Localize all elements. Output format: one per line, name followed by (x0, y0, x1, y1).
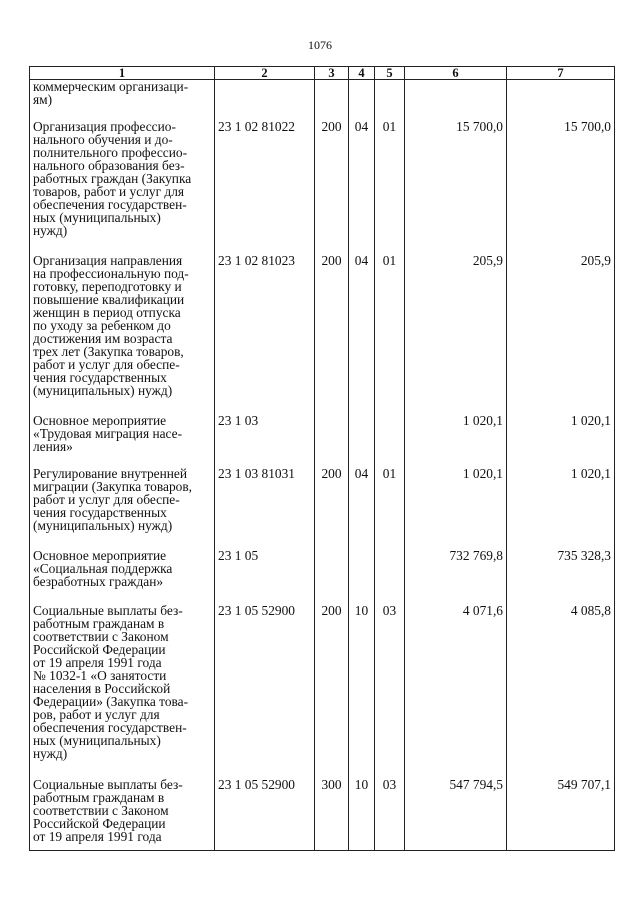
row-col4-cell (349, 549, 375, 604)
row-col7-value: 735 328,3 (507, 549, 615, 604)
budget-table (29, 66, 615, 851)
row-code-cell: 23 1 05 (215, 549, 315, 604)
row-name-cell: коммерческим организаци- ям) (30, 80, 215, 121)
row-col3-cell: 200 (315, 120, 349, 254)
row-col4-cell (349, 80, 375, 121)
page-number: 1076 (308, 38, 332, 52)
row-col6-value: 732 769,8 (405, 549, 507, 604)
row-col7-value: 15 700,0 (507, 120, 615, 254)
row-col3-cell: 200 (315, 604, 349, 778)
row-code-cell: 23 1 05 52900 (215, 778, 315, 851)
row-col5-cell (375, 549, 405, 604)
table-row (30, 467, 615, 549)
row-code-cell (215, 80, 315, 121)
row-col6-value (405, 80, 507, 121)
row-col3-cell: 300 (315, 778, 349, 851)
row-col4-cell: 10 (349, 778, 375, 851)
row-code-cell: 23 1 02 81022 (215, 120, 315, 254)
row-col6-value: 1 020,1 (405, 467, 507, 549)
header-row (30, 67, 615, 80)
col-header: 2 (215, 67, 315, 80)
row-col7-value: 205,9 (507, 254, 615, 414)
row-col5-cell: 03 (375, 778, 405, 851)
row-col7-value: 4 085,8 (507, 604, 615, 778)
row-col3-cell (315, 414, 349, 467)
row-code-cell: 23 1 02 81023 (215, 254, 315, 414)
row-col6-value: 547 794,5 (405, 778, 507, 851)
row-col5-cell: 01 (375, 467, 405, 549)
table-row (30, 254, 615, 414)
table-row (30, 549, 615, 604)
row-code-cell: 23 1 05 52900 (215, 604, 315, 778)
col-header: 6 (405, 67, 507, 80)
row-col5-cell: 01 (375, 254, 405, 414)
row-col4-cell: 04 (349, 120, 375, 254)
table-row (30, 414, 615, 467)
row-col7-value: 1 020,1 (507, 467, 615, 549)
row-col7-value: 1 020,1 (507, 414, 615, 467)
row-name-cell: Регулирование внутренней миграции (Закупка товаров, работ и услуг для обеспе- чения государственных (муниципальных) нужд) (30, 467, 215, 549)
row-name-cell: Организация профессио- нального обучения и до- полнительного профессио- нального образования без- работных граждан (Закупка товаров, работ и услуг для обеспечения государствен- ных (муниципальных) нужд) (30, 120, 215, 254)
col-header: 7 (507, 67, 615, 80)
row-col6-value: 205,9 (405, 254, 507, 414)
row-name-cell: Основное мероприятие «Социальная поддержка безработных граждан» (30, 549, 215, 604)
row-col4-cell: 04 (349, 467, 375, 549)
col-header: 4 (349, 67, 375, 80)
table-row (30, 604, 615, 778)
table-row (30, 80, 615, 121)
row-code-cell: 23 1 03 (215, 414, 315, 467)
row-col3-cell (315, 80, 349, 121)
table-row (30, 778, 615, 851)
row-col3-cell: 200 (315, 467, 349, 549)
row-col5-cell (375, 414, 405, 467)
col-header: 5 (375, 67, 405, 80)
col-header: 3 (315, 67, 349, 80)
row-name-cell: Социальные выплаты без- работным гражданам в соответствии с Законом Российской Федерации от 19 апреля 1991 года № 1032-1 «О занятости населения в Российской Федерации» (Закупка това- ров, работ и услуг для обеспечения государствен- ных (муниципальных) нужд) (30, 604, 215, 778)
row-col5-cell (375, 80, 405, 121)
row-col4-cell (349, 414, 375, 467)
col-header: 1 (30, 67, 215, 80)
row-code-cell: 23 1 03 81031 (215, 467, 315, 549)
row-col3-cell (315, 549, 349, 604)
row-name-cell: Социальные выплаты без- работным гражданам в соответствии с Законом Российской Федерации от 19 апреля 1991 года (30, 778, 215, 851)
row-col4-cell: 04 (349, 254, 375, 414)
row-col6-value: 15 700,0 (405, 120, 507, 254)
row-col3-cell: 200 (315, 254, 349, 414)
row-col4-cell: 10 (349, 604, 375, 778)
row-col6-value: 1 020,1 (405, 414, 507, 467)
row-col5-cell: 01 (375, 120, 405, 254)
row-col7-value: 549 707,1 (507, 778, 615, 851)
table-row (30, 120, 615, 254)
row-col5-cell: 03 (375, 604, 405, 778)
row-col6-value: 4 071,6 (405, 604, 507, 778)
row-name-cell: Основное мероприятие «Трудовая миграция насе- ления» (30, 414, 215, 467)
row-name-cell: Организация направления на профессиональную под- готовку, переподготовку и повышение квалификации женщин в период отпуска по уходу за ребенком до достижения им возраста трех лет (Закупка товаров, работ и услуг для обеспе- чения государственных (муниципальных) нужд) (30, 254, 215, 414)
row-col7-value (507, 80, 615, 121)
